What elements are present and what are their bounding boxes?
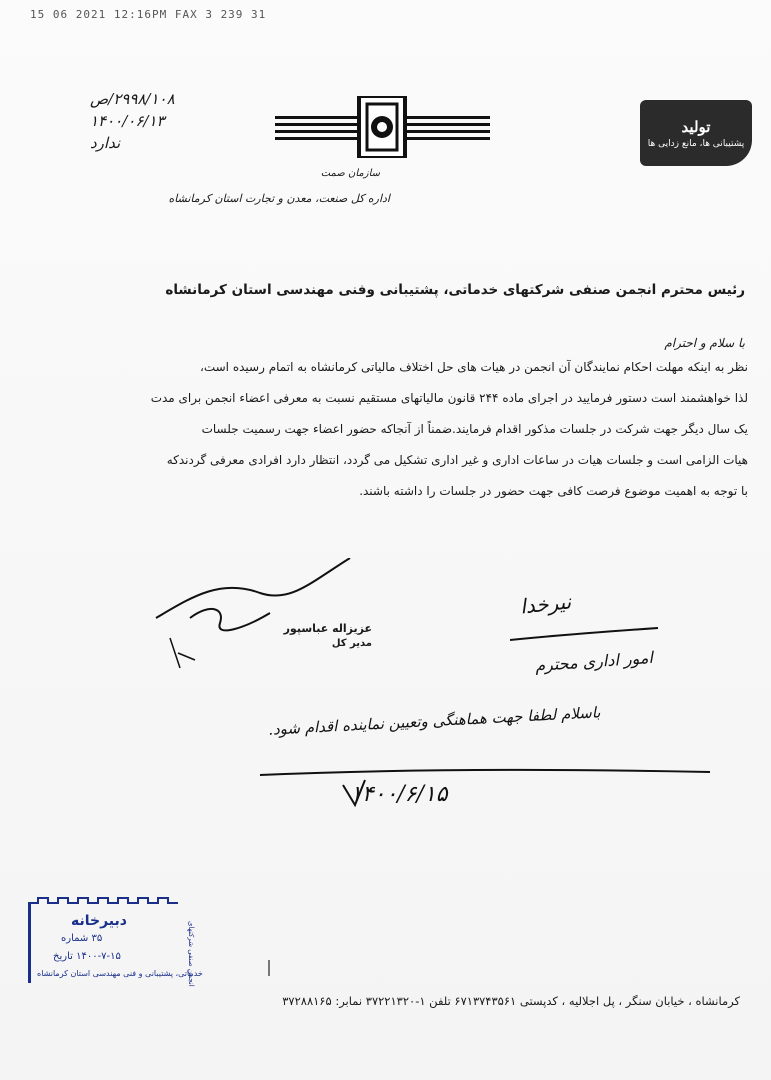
signatory-name: عزیزاله عباسپور [283, 622, 372, 635]
letter-body [88, 352, 748, 507]
signature-icon [150, 558, 370, 678]
handwritten-date: ۱۴۰۰/۶/۱۵ [350, 782, 448, 807]
body-line-1: نظر به اینکه مهلت احکام نمایندگان آن انجمن در هیات های حل اختلاف مالیاتی کرمانشاه به اتمام رسیده است، [199, 360, 748, 374]
body-line-4: هیات الزامی است و جلسات هیات در ساعات اداری و غیر اداری تشکیل می گردد، انتظار دارد افرادی معرفی گردندکه [166, 453, 748, 467]
stamp-title: دبیرخانه [71, 913, 127, 929]
body-line-2: لذا خواهشمند است دستور فرمایید در اجرای ماده ۲۴۴ قانون مالیاتهای مستقیم نسبت به معرفی اعضاء انجمن برای مدت [150, 391, 748, 405]
letter-number: ۲۹۹۸/۱۰۸/ص [90, 90, 175, 108]
stamp-border-icon [28, 897, 178, 905]
mark-icon [265, 958, 275, 978]
fax-header: 15 06 2021 12:16PM FAX 3 239 31 [30, 8, 267, 21]
logo-line-2: پشتیبانی ها، مانع زدایی ها [647, 138, 745, 149]
campaign-logo [640, 100, 752, 166]
signatory-title: مدیر کل [331, 638, 372, 649]
stamp-date-label: تاریخ [53, 951, 73, 962]
stamp-org-line: خدماتی، پشتیبانی و فنی مهندسی استان کرمانشاه [37, 969, 203, 978]
logo-line-1: تولید [681, 117, 711, 136]
letter-greeting: با سلام و احترام [664, 336, 745, 350]
org-line-1: سازمان صمت [320, 168, 380, 179]
emblem-icon [275, 96, 490, 158]
stamp-number-row [61, 933, 102, 944]
handwritten-note-1: نیرخدا [518, 589, 573, 619]
organization-name [168, 166, 390, 206]
letter-meta [90, 88, 215, 154]
stamp-date-value: ۱۴۰۰-۷-۱۵ [76, 951, 121, 962]
letter-attachment: ندارد [90, 134, 121, 152]
stamp-number-value: ۳۵ [91, 933, 103, 944]
stamp-date-row [53, 951, 121, 962]
body-line-3: یک سال دیگر جهت شرکت در جلسات مذکور اقدام فرمایند.ضمناً از آنجاکه حضور اعضاء جهت رسمیت جلسات [201, 422, 748, 436]
stamp-number-label: شماره [61, 933, 89, 944]
handwritten-line-icon [255, 760, 715, 820]
handwritten-note-2: امور اداری محترم [534, 647, 654, 676]
letter-date: ۱۴۰۰/۰۶/۱۳ [90, 112, 165, 130]
signature-block [150, 558, 370, 678]
letterhead-footer-address: کرمانشاه ، خیابان سنگر ، پل اجلالیه ، کدپستی ۶۷۱۳۷۴۳۵۶۱ تلفن ۱-۳۷۲۲۱۳۲۰ نمابر: ۳۷۲۸۸۱۶۵ [282, 994, 740, 1008]
handwritten-note-3: باسلام لطفا جهت هماهنگی وتعیین نماینده اقدام شود. [267, 703, 601, 739]
body-line-5: با توجه به اهمیت موضوع فرصت کافی جهت حضور در جلسات را داشته باشند. [359, 484, 748, 498]
secretariat-stamp [28, 903, 203, 987]
handwritten-underline-icon [510, 618, 660, 648]
letter-addressee: رئیس محترم انجمن صنفی شرکتهای خدماتی، پشتیبانی وفنی مهندسی استان کرمانشاه [165, 282, 745, 298]
org-line-2: اداره کل صنعت، معدن و تجارت استان کرمانشاه [168, 192, 390, 205]
stamp-side-text: انجمن صنفی شرکتهای [187, 921, 195, 987]
